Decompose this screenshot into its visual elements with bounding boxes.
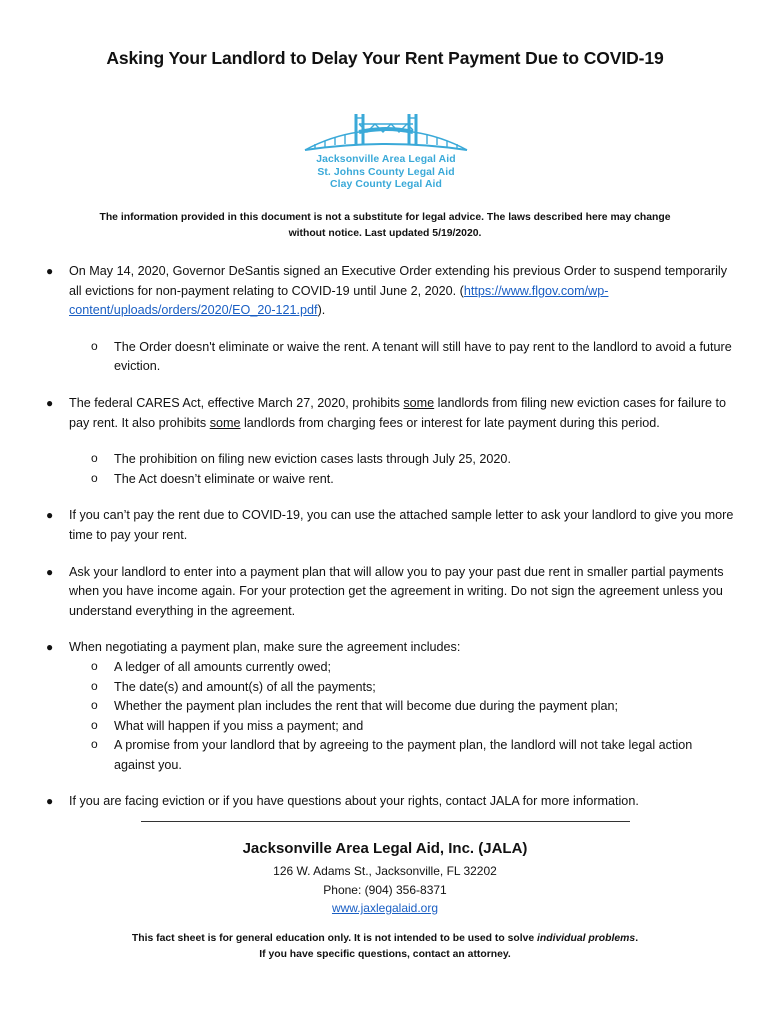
org-name: Jacksonville Area Legal Aid, Inc. (JALA) (242, 840, 528, 857)
bullet-negotiating: ● When negotiating a payment plan, make sure the agreement includes: (44, 638, 734, 658)
bullet-contact-jala: ● If you are facing eviction or if you have questions about your rights, contact JALA for more information. (44, 792, 734, 812)
flgov-order-link[interactable]: https://www.flgov.com/wp-content/uploads/orders/2020/EO_20-121.pdf (69, 283, 609, 318)
sub-promise: o A promise from your landlord that by agreeing to the payment plan, the landlord will not take legal action against you. (91, 737, 693, 772)
bullet-dot-icon: ● (46, 640, 54, 655)
sub-bullet-icon: o (91, 678, 98, 693)
bullet-dot-icon: ● (46, 564, 54, 579)
footer-note (0, 931, 770, 963)
sub-bullet-icon: o (91, 451, 98, 466)
bullet-executive-order: ● On May 14, 2020, Governor DeSantis signed an Executive Order extending his previous Order to suspend temporarily all evictions for non-payment relating to COVID-19 until June 2, 2020. (https://www.flgov.com/wp-content/uploads/orders/2020/EO_20-121.pdf). (46, 264, 728, 318)
bullet-sample-letter: ● If you can’t pay the rent due to COVID-19, you can use the attached sample letter to ask your landlord to give you more time to pay your rent. (46, 508, 734, 542)
bullet-payment-plan: ● Ask your landlord to enter into a payment plan that will allow you to pay your past due rent in smaller partial payments when you have income again. For your protection get the agreement in writing. Do not sign the agreement unless you understand everything in the agreement. (46, 564, 724, 618)
fact-list (44, 262, 734, 812)
contact-block (0, 862, 770, 918)
disclaimer-line-2: without notice. Last updated 5/19/2020. (288, 228, 482, 239)
sub-rent-due: o Whether the payment plan includes the rent that will become due during the payment plan; (44, 697, 734, 717)
disclaimer-line-1: The information provided in this document is not a substitute for legal advice. The laws described here may change (99, 212, 671, 223)
bullet-dot-icon: ● (46, 794, 54, 809)
sub-bullet-icon: o (91, 470, 98, 485)
sub-order-not-waive: o The Order doesn't eliminate or waive the rent. A tenant will still have to pay rent to the landlord to avoid a future eviction. (91, 338, 732, 374)
logo-line-jala: Jacksonville Area Legal Aid (316, 154, 456, 165)
jala-logo (294, 110, 478, 192)
page-title: Asking Your Landlord to Delay Your Rent Payment Due to COVID-19 (106, 48, 664, 68)
bridge-logo-icon (301, 110, 471, 154)
sub-dates-amounts: o The date(s) and amount(s) of all the payments; (44, 678, 734, 698)
bullet-dot-icon: ● (46, 264, 54, 278)
logo-line-st-johns: St. Johns County Legal Aid (317, 166, 455, 178)
sub-act-not-waive: o The Act doesn’t eliminate or waive rent. (44, 470, 734, 490)
sub-bullet-icon: o (91, 737, 98, 752)
disclaimer (60, 210, 710, 242)
address: 126 W. Adams St., Jacksonville, FL 32202 (273, 864, 497, 878)
sub-bullet-icon: o (91, 658, 98, 673)
footer-line-2: If you have specific questions, contact an attorney. (259, 949, 511, 960)
sub-prohibition-date: o The prohibition on filing new eviction cases lasts through July 25, 2020. (44, 450, 734, 470)
sub-bullet-icon: o (91, 717, 98, 732)
bullet-cares-act: ● The federal CARES Act, effective March 27, 2020, prohibits some landlords from filing new eviction cases for failure to pay rent. It also prohibits some landlords from charging fees or interest for late payment during this period. (46, 395, 727, 430)
sub-miss-payment: o What will happen if you miss a payment; and (44, 717, 734, 737)
bullet-dot-icon: ● (46, 508, 54, 523)
footer-line-1: This fact sheet is for general education only. It is not intended to be used to solve individual problems. (131, 933, 639, 944)
sub-bullet-icon: o (91, 338, 98, 353)
phone: Phone: (904) 356-8371 (323, 882, 447, 897)
sub-ledger: o A ledger of all amounts currently owed; (44, 658, 734, 678)
logo-line-clay: Clay County Legal Aid (330, 179, 442, 190)
sub-bullet-icon: o (91, 698, 98, 713)
website-link[interactable]: www.jaxlegalaid.org (331, 901, 439, 915)
divider (141, 821, 630, 822)
bullet-dot-icon: ● (46, 395, 54, 410)
